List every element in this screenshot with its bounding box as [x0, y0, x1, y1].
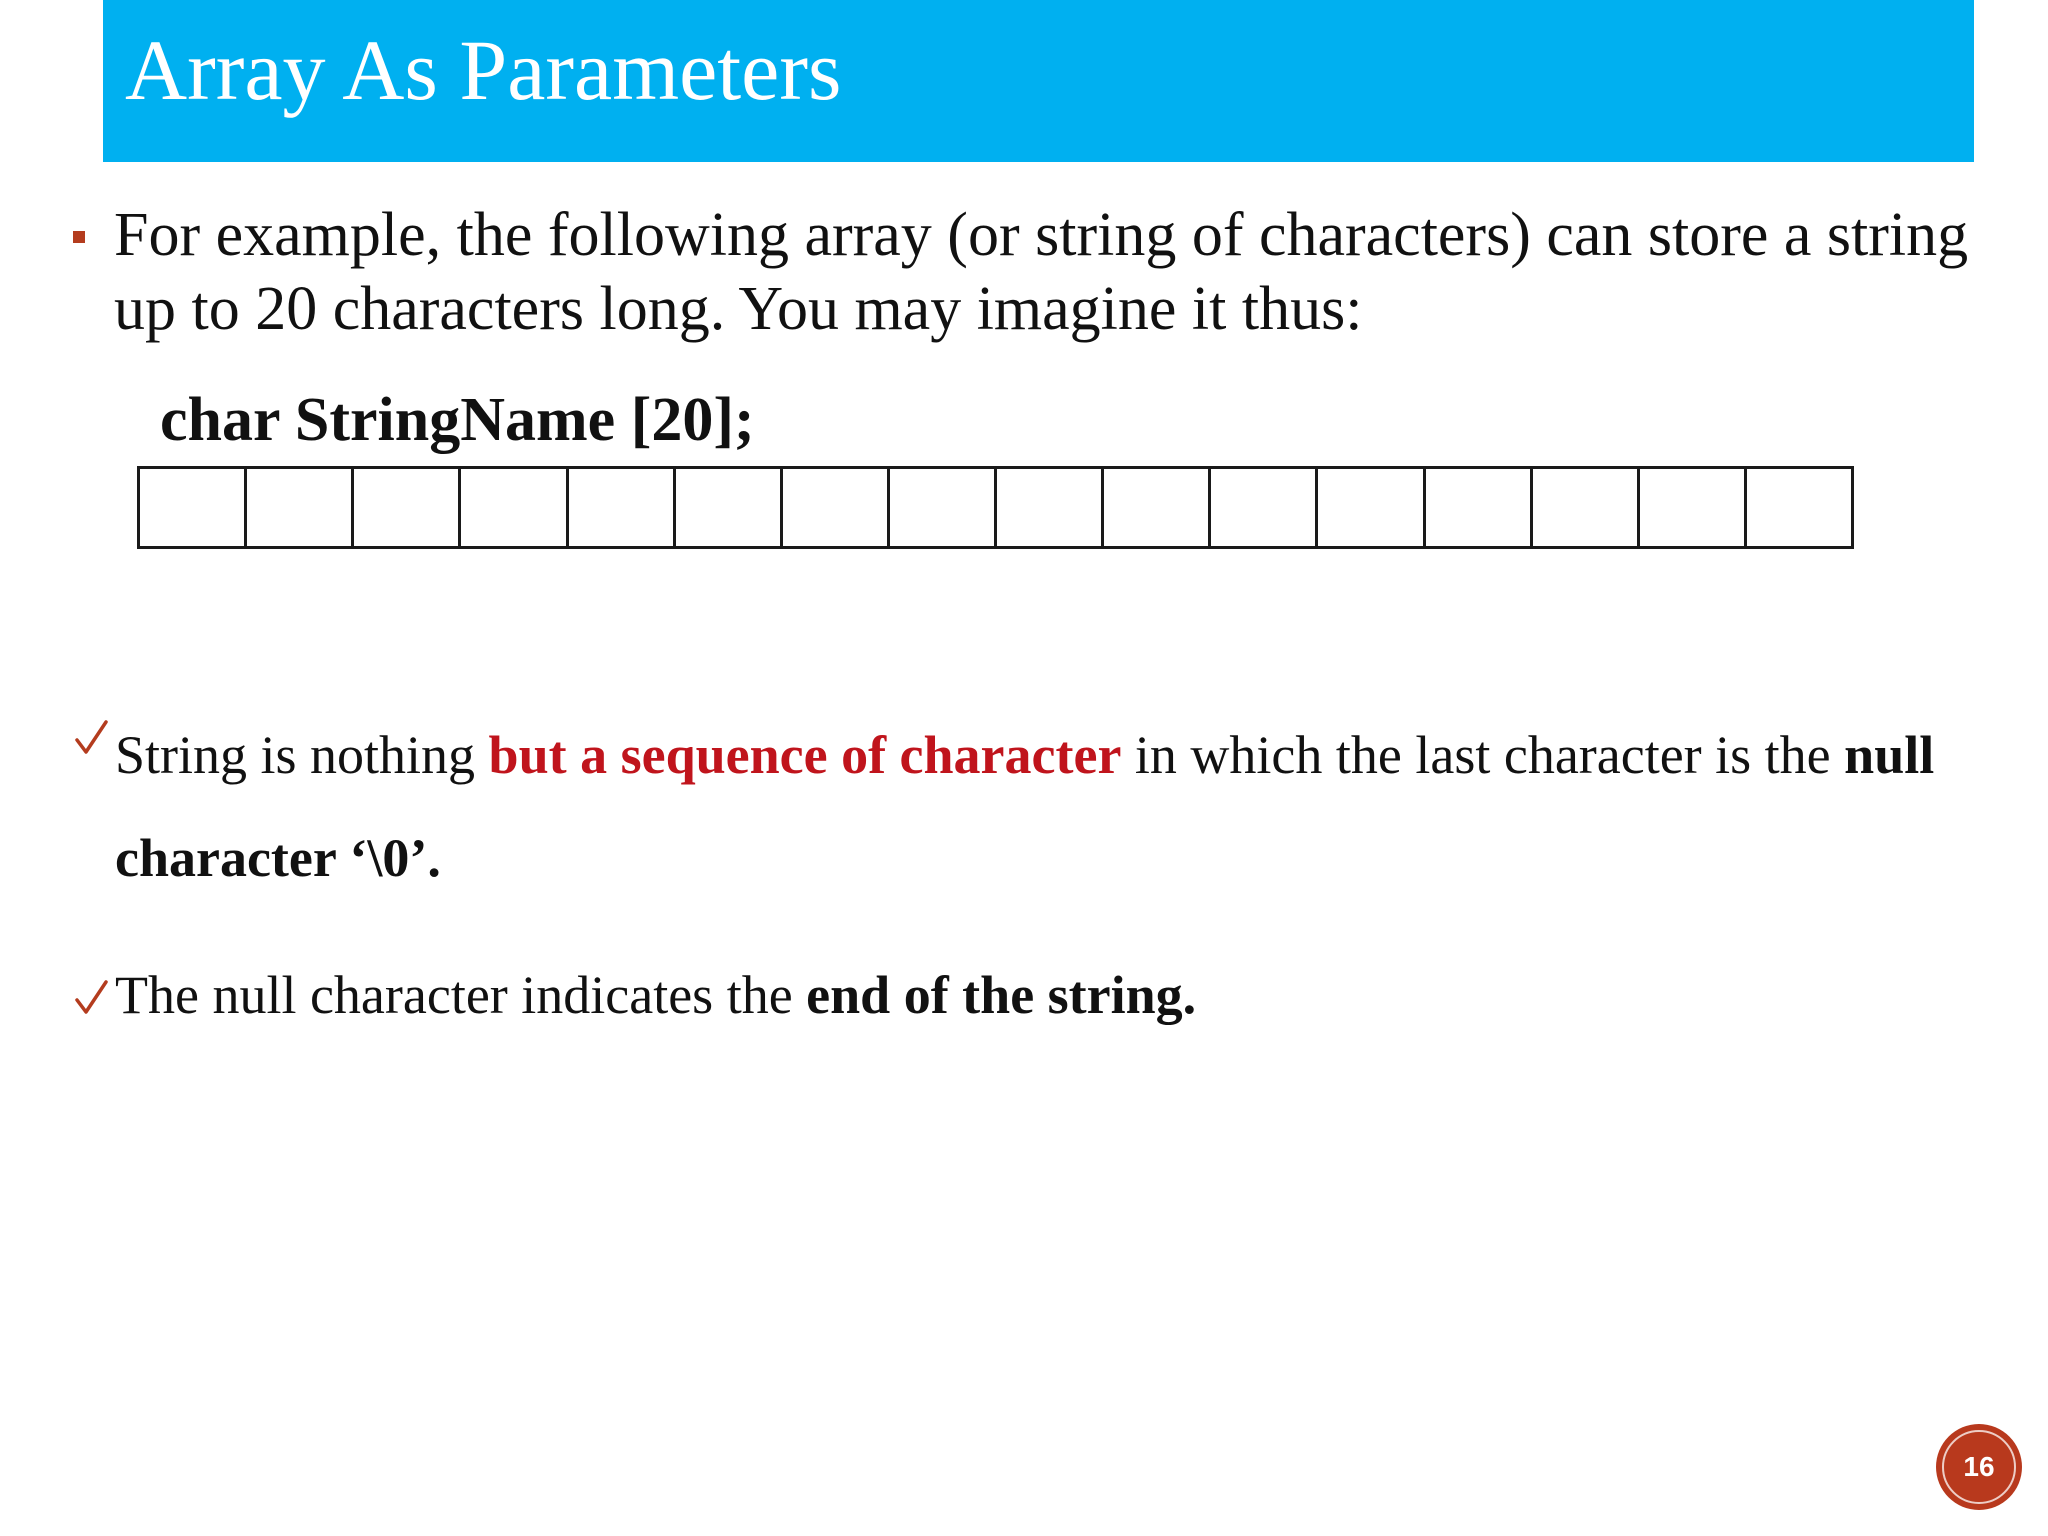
array-cell [890, 469, 997, 546]
array-cell [354, 469, 461, 546]
array-cell [569, 469, 676, 546]
check-1-bold-tail: null character ‘\0’. [115, 725, 1935, 888]
check-text-1 [115, 704, 1975, 910]
check-1-emphasis: but a sequence of character [488, 725, 1122, 785]
array-cell [1211, 469, 1318, 546]
check-1-before: String is nothing [115, 725, 489, 785]
code-declaration: char StringName [20]; [160, 386, 755, 454]
bullet-text: For example, the following array (or string of characters) can store a string up to 20 characters long. You may imagine it thus: [114, 201, 1969, 343]
array-cell [140, 469, 247, 546]
checkmark-icon [73, 718, 111, 758]
check-text-2 [115, 960, 1975, 1030]
array-cell [783, 469, 890, 546]
check-2-bold-tail: end of the string. [806, 965, 1197, 1025]
square-bullet-icon [73, 231, 85, 243]
array-cell [1640, 469, 1747, 546]
array-cell [1426, 469, 1533, 546]
slide-number-badge [1936, 1424, 2022, 1510]
slide-number: 16 [1963, 1451, 1995, 1482]
array-cell [1747, 469, 1851, 546]
array-cell [247, 469, 354, 546]
array-cell [1104, 469, 1211, 546]
array-diagram [137, 466, 1854, 549]
slide-title: Array As Parameters [125, 22, 842, 118]
check-2-before: The null character indicates the [115, 965, 807, 1025]
array-cell [1533, 469, 1640, 546]
array-cell [997, 469, 1104, 546]
title-bar [103, 0, 1974, 162]
checkmark-icon [73, 978, 111, 1018]
check-1-after: in which the last character is the [1121, 725, 1845, 785]
array-cell [461, 469, 568, 546]
array-cell [676, 469, 783, 546]
array-cell [1318, 469, 1425, 546]
